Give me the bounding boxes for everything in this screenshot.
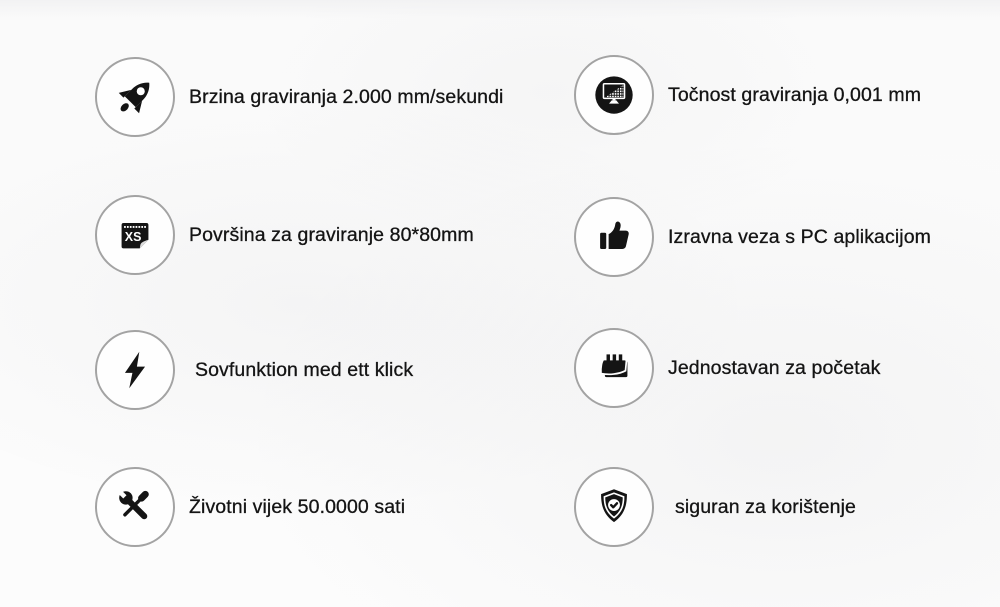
xs-sticker-icon (112, 212, 158, 258)
monitor-halftone-icon (591, 72, 637, 118)
feature-item-easy-start (574, 328, 881, 408)
feature-item-one-click-function (95, 330, 413, 410)
feature-label: siguran za korištenje (675, 495, 856, 518)
feature-item-safe-use (574, 467, 856, 547)
feature-item-engraving-speed (95, 57, 503, 137)
icon-circle (95, 57, 175, 137)
lightning-bolt-icon (112, 347, 158, 393)
feature-label: Sovfunktion med ett klick (195, 358, 414, 381)
icon-circle (95, 330, 175, 410)
calendar-icon (591, 345, 637, 391)
icon-circle (574, 467, 654, 547)
shield-check-icon (591, 484, 637, 530)
icon-circle (574, 197, 654, 277)
tools-icon (112, 484, 158, 530)
feature-item-pc-connection (574, 197, 931, 277)
feature-item-engraving-area (95, 195, 474, 275)
xs-badge-text: XS (124, 229, 142, 244)
thumbs-up-icon (591, 214, 637, 260)
icon-circle (95, 467, 175, 547)
feature-label: Životni vijek 50.0000 sati (189, 495, 406, 518)
feature-item-lifespan (95, 467, 405, 547)
feature-item-engraving-accuracy (574, 55, 921, 135)
feature-label: Točnost graviranja 0,001 mm (668, 83, 922, 106)
feature-label: Površina za graviranje 80*80mm (189, 223, 474, 246)
feature-label: Brzina graviranja 2.000 mm/sekundi (189, 85, 504, 108)
feature-label: Izravna veza s PC aplikacijom (668, 225, 931, 248)
rocket-icon (112, 74, 158, 120)
icon-circle (574, 55, 654, 135)
icon-circle (574, 328, 654, 408)
feature-label: Jednostavan za početak (668, 356, 881, 379)
icon-circle (95, 195, 175, 275)
